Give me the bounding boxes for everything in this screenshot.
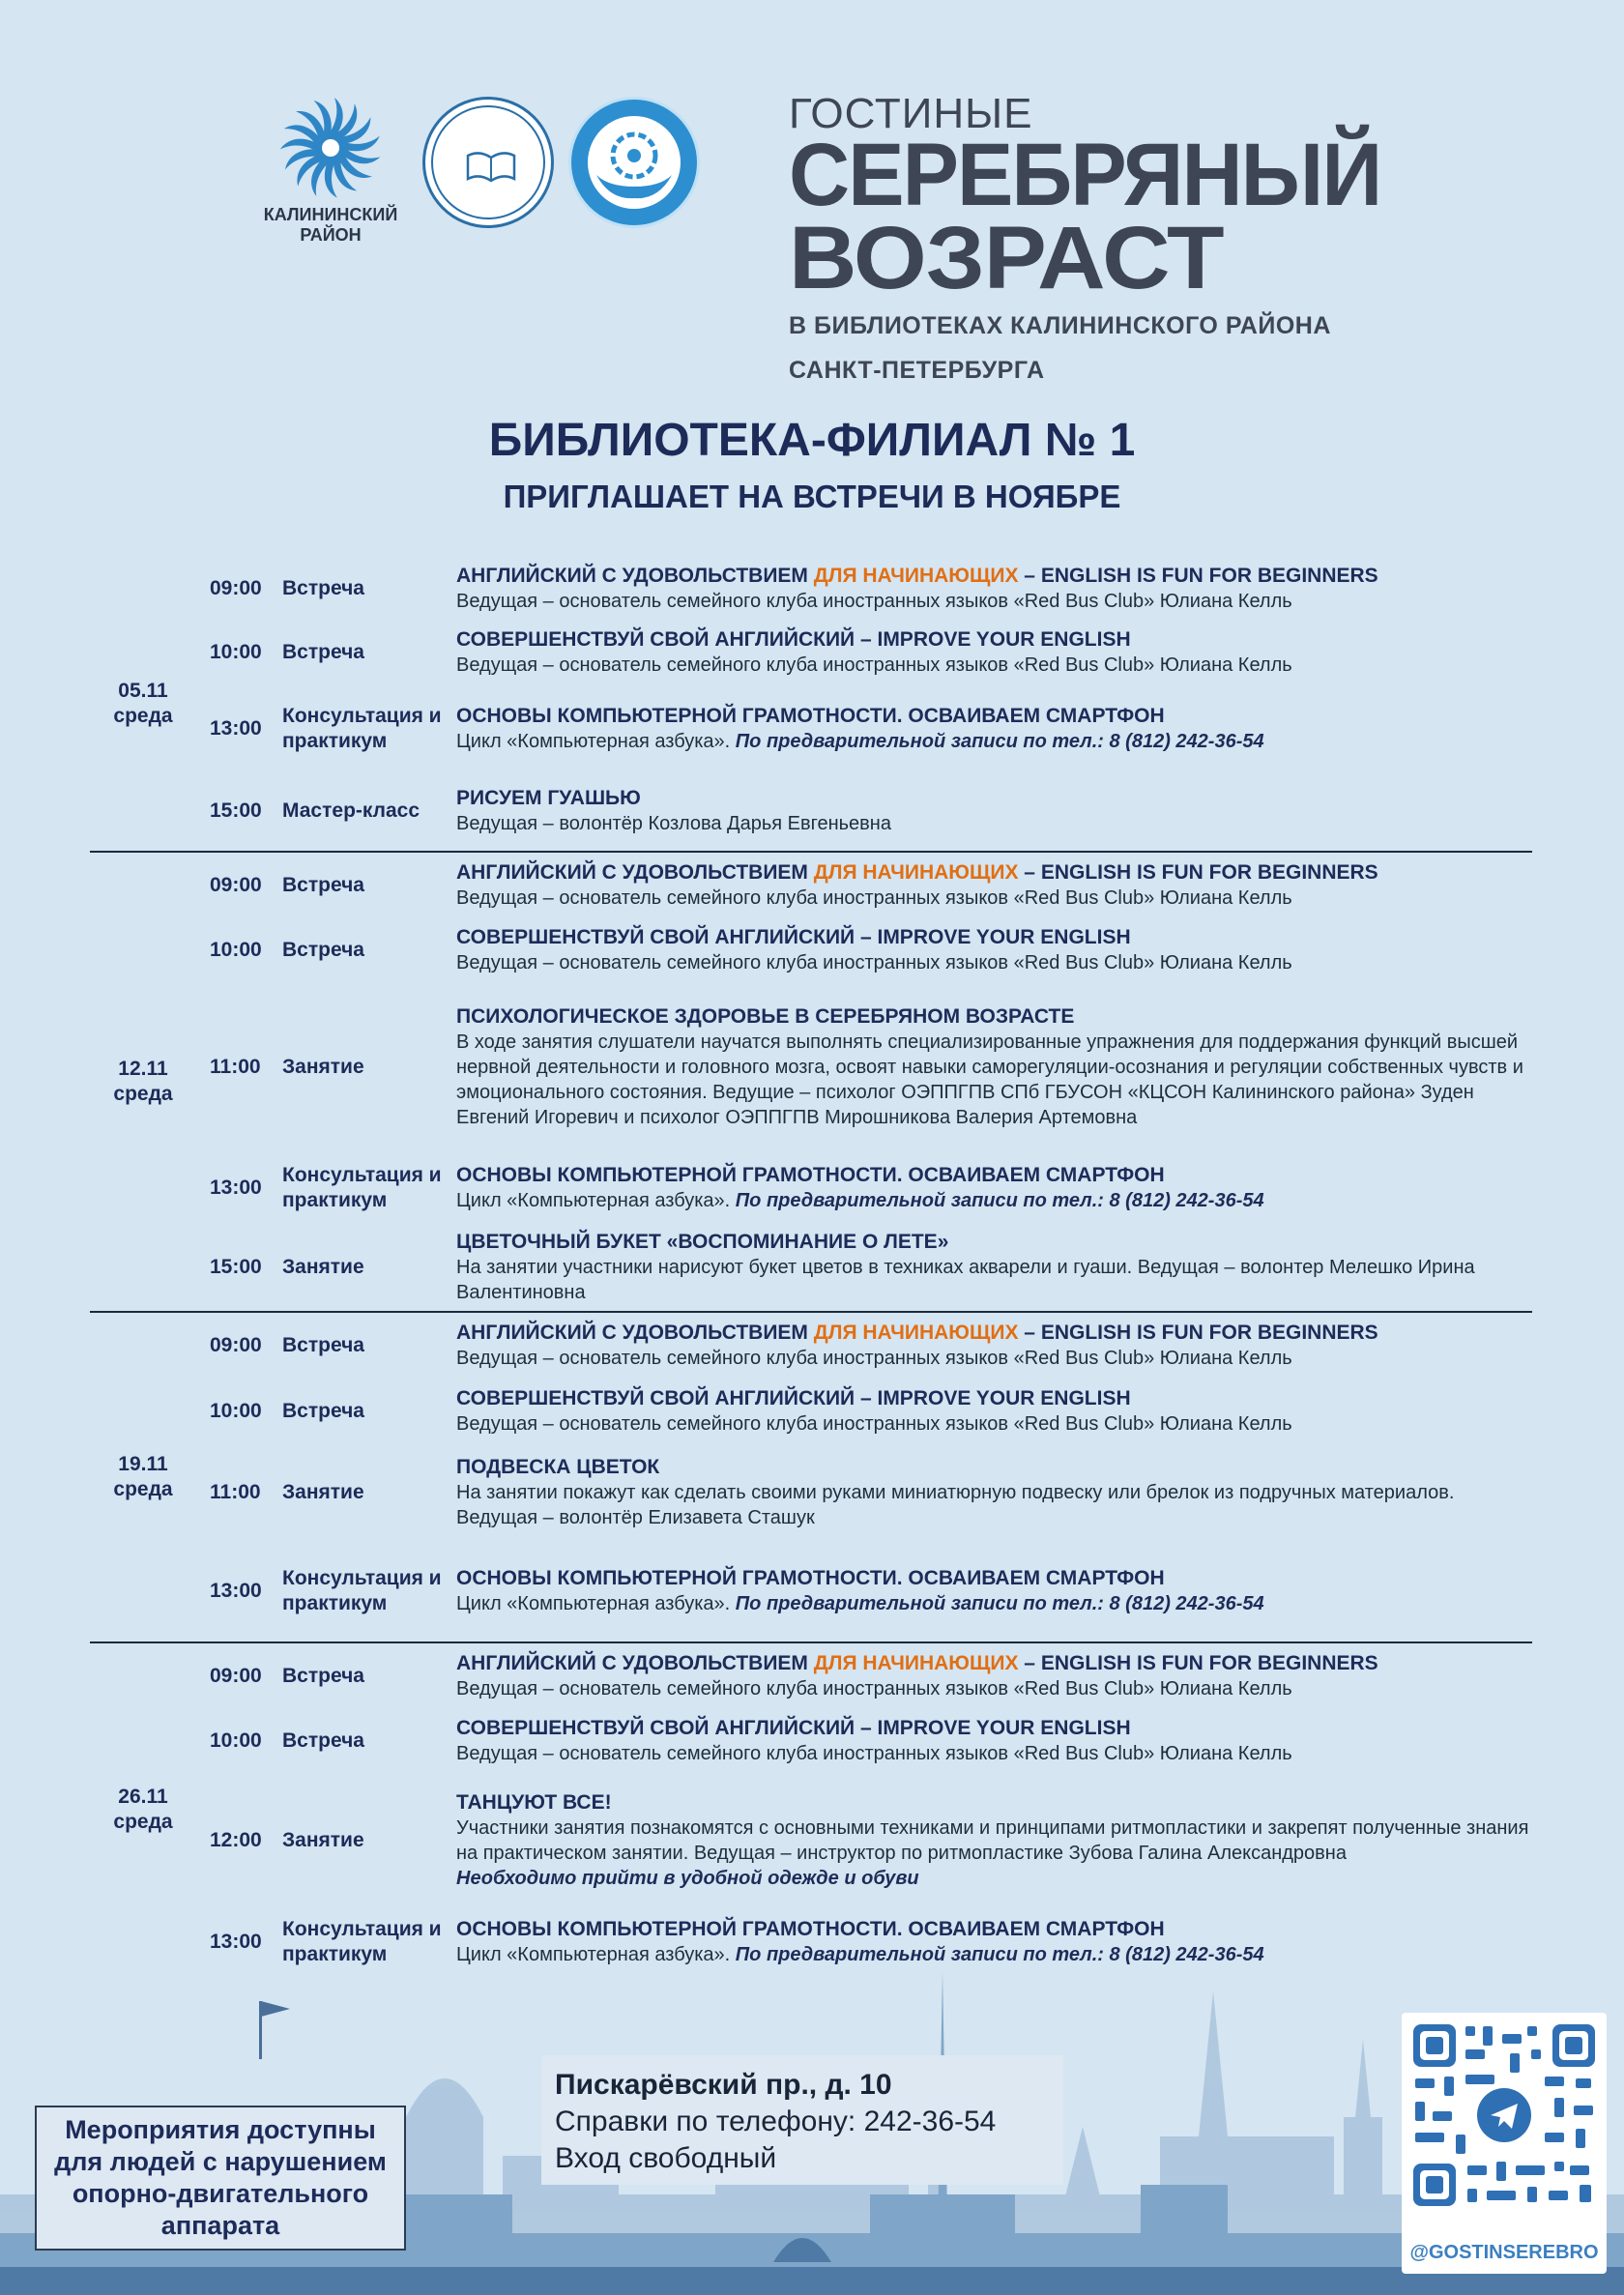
date-value: 19.11 <box>118 1453 168 1475</box>
event-text: Ведущая – основатель семейного клуба иностранных языков «Red Bus Club» Юлиана Келль <box>456 1678 1292 1699</box>
event-row <box>90 773 1532 849</box>
event-title: ОСНОВЫ КОМПЬЮТЕРНОЙ ГРАМОТНОСТИ. ОСВАИВАЕМ СМАРТФОН <box>456 1567 1165 1589</box>
event-text: Ведущая – основатель семейного клуба иностранных языков «Red Bus Club» Юлиана Келль <box>456 1348 1292 1369</box>
event-title: ОСНОВЫ КОМПЬЮТЕРНОЙ ГРАМОТНОСТИ. ОСВАИВАЕМ СМАРТФОН <box>456 1918 1165 1940</box>
event-description <box>456 1716 1532 1766</box>
event-kind: Встреча <box>282 1400 364 1422</box>
event-kind: Встреча <box>282 641 364 663</box>
event-description <box>456 786 1532 836</box>
event-time: 09:00 <box>210 1665 262 1687</box>
event-title: АНГЛИЙСКИЙ С УДОВОЛЬСТВИЕМ <box>456 861 814 884</box>
date-value: 12.11 <box>118 1058 168 1080</box>
open-book-icon <box>466 150 516 183</box>
event-note: Необходимо прийти в удобной одежде и обуви <box>456 1868 919 1889</box>
event-title: ОСНОВЫ КОМПЬЮТЕРНОЙ ГРАМОТНОСТИ. ОСВАИВАЕМ СМАРТФОН <box>456 705 1165 727</box>
event-kind: Занятие <box>282 1829 364 1851</box>
event-text: В ходе занятия слушатели научатся выполнять специализированные упражнения для поддержания функций высшей нервной деятельности и головного мозга, освоят навыки саморегуляции-осознания и регуляции собственных чувств и эмоционального состояния. Ведущие – психолог ОЭППГПВ СПб ГБУСОН «КЦСОН Калининского района» Зуден Евгений Игоревич и психолог ОЭППГПВ Мирошникова Валерия Артемовна <box>456 1031 1523 1128</box>
event-time: 10:00 <box>210 1400 262 1422</box>
event-time: 13:00 <box>210 1177 262 1199</box>
event-time: 12:00 <box>210 1829 262 1851</box>
event-title: АНГЛИЙСКИЙ С УДОВОЛЬСТВИЕМ <box>456 1652 814 1674</box>
event-time: 13:00 <box>210 717 262 740</box>
event-text: Ведущая – основатель семейного клуба иностранных языков «Red Bus Club» Юлиана Келль <box>456 887 1292 909</box>
event-text: Ведущая – основатель семейного клуба иностранных языков «Red Bus Club» Юлиана Келль <box>456 952 1292 973</box>
qr-code[interactable] <box>1402 2013 1607 2274</box>
day-block <box>90 1643 1532 1976</box>
event-row <box>90 1908 1532 1976</box>
event-title-highlight: ДЛЯ НАЧИНАЮЩИХ <box>813 861 1019 884</box>
brand-line-3: ВОЗРАСТ <box>789 209 1224 307</box>
event-time: 11:00 <box>210 1481 261 1503</box>
day-block <box>90 1313 1532 1643</box>
event-text: Ведущая – волонтёр Козлова Дарья Евгеньевна <box>456 813 891 834</box>
event-title: ТАНЦУЮТ ВСЕ! <box>456 1791 612 1814</box>
event-row <box>90 621 1532 684</box>
event-text: На занятии покажут как сделать своими руками миниатюрную подвеску или брелок из подручных материалов. Ведущая – волонтёр Елизавета Сташук <box>456 1482 1455 1528</box>
event-row <box>90 1379 1532 1444</box>
venue-info <box>541 2055 1063 2185</box>
event-time: 15:00 <box>210 1256 262 1278</box>
event-row <box>90 853 1532 918</box>
partner-logos <box>253 95 717 288</box>
day-date <box>90 557 196 851</box>
event-row <box>90 1444 1532 1541</box>
event-title: СОВЕРШЕНСТВУЙ СВОЙ АНГЛИЙСКИЙ – IMPROVE YOUR ENGLISH <box>456 1717 1131 1739</box>
event-note: По предварительной записи по тел.: 8 (812) 242-36-54 <box>735 1944 1264 1965</box>
event-kind: Мастер-класс <box>282 799 420 822</box>
event-kind: Встреча <box>282 939 364 961</box>
accessibility-text: Мероприятия доступны для людей с нарушением опорно-двигательного аппарата <box>54 2115 387 2240</box>
event-kind: Занятие <box>282 1056 364 1078</box>
weekday-value: среда <box>113 1083 173 1105</box>
page-title: БИБЛИОТЕКА-ФИЛИАЛ № 1 <box>488 415 1136 466</box>
event-text: Ведущая – основатель семейного клуба иностранных языков «Red Bus Club» Юлиана Келль <box>456 654 1292 676</box>
event-title-highlight: ДЛЯ НАЧИНАЮЩИХ <box>813 1322 1019 1344</box>
event-note: По предварительной записи по тел.: 8 (812) 242-36-54 <box>735 1190 1264 1211</box>
event-kind: Встреча <box>282 874 364 896</box>
venue-address: Пискарёвский пр., д. 10 <box>555 2069 892 2101</box>
brand-line-2: СЕРЕБРЯНЫЙ <box>789 126 1381 224</box>
day-block <box>90 557 1532 853</box>
event-time: 13:00 <box>210 1580 262 1602</box>
event-kind: Встреча <box>282 1729 364 1752</box>
weekday-value: среда <box>113 1811 173 1833</box>
event-description <box>456 1230 1532 1305</box>
event-kind: Консультация и практикум <box>282 705 442 752</box>
date-value: 05.11 <box>118 680 168 702</box>
event-time: 15:00 <box>210 799 262 822</box>
event-row <box>90 1773 1532 1908</box>
event-text: Участники занятия познакомятся с основными техниками и принципами ритмопластики и закрепят полученные знания на практическом занятии. Ведущая – инструктор по ритмопластике Зубова Галина Александровна <box>456 1817 1529 1864</box>
event-title-suffix: – ENGLISH IS FUN FOR BEGINNERS <box>1018 1652 1378 1674</box>
event-row <box>90 918 1532 982</box>
event-title: СОВЕРШЕНСТВУЙ СВОЙ АНГЛИЙСКИЙ – IMPROVE YOUR ENGLISH <box>456 1387 1131 1409</box>
event-title-suffix: – ENGLISH IS FUN FOR BEGINNERS <box>1018 861 1378 884</box>
event-text: Цикл «Компьютерная азбука». <box>456 1944 736 1965</box>
event-schedule <box>90 557 1532 1976</box>
event-time: 09:00 <box>210 1334 262 1356</box>
event-description <box>456 1790 1532 1891</box>
event-time: 09:00 <box>210 874 262 896</box>
event-note: По предварительной записи по тел.: 8 (812) 242-36-54 <box>735 731 1264 752</box>
weekday-value: среда <box>113 1478 173 1500</box>
qr-handle-text[interactable]: @GOSTINSEREBRO <box>1409 2242 1599 2263</box>
event-text: Цикл «Компьютерная азбука». <box>456 1190 736 1211</box>
event-title: ПОДВЕСКА ЦВЕТОК <box>456 1456 660 1478</box>
event-kind: Встреча <box>282 577 364 599</box>
event-title-suffix: – ENGLISH IS FUN FOR BEGINNERS <box>1018 565 1378 587</box>
event-note: По предварительной записи по тел.: 8 (812) 242-36-54 <box>735 1593 1264 1614</box>
event-time: 10:00 <box>210 939 262 961</box>
swirl-emblem-icon <box>277 95 384 201</box>
brand-line-4: В БИБЛИОТЕКАХ КАЛИНИНСКОГО РАЙОНА <box>789 312 1331 339</box>
silver-age-brand <box>789 90 1388 385</box>
event-description <box>456 860 1532 911</box>
event-kind: Консультация и практикум <box>282 1164 442 1211</box>
event-title: ОСНОВЫ КОМПЬЮТЕРНОЙ ГРАМОТНОСТИ. ОСВАИВАЕМ СМАРТФОН <box>456 1164 1165 1186</box>
event-text: Ведущая – основатель семейного клуба иностранных языков «Red Bus Club» Юлиана Келль <box>456 591 1292 612</box>
event-time: 09:00 <box>210 577 262 599</box>
accessibility-notice <box>35 2106 406 2251</box>
venue-phone: Справки по телефону: 242-36-54 <box>555 2106 997 2137</box>
event-kind: Занятие <box>282 1256 364 1278</box>
event-title: ПСИХОЛОГИЧЕСКОЕ ЗДОРОВЬЕ В СЕРЕБРЯНОМ ВОЗРАСТЕ <box>456 1005 1075 1028</box>
day-date <box>90 1313 196 1641</box>
event-description <box>456 1321 1532 1371</box>
event-title: СОВЕРШЕНСТВУЙ СВОЙ АНГЛИЙСКИЙ – IMPROVE YOUR ENGLISH <box>456 628 1131 651</box>
day-block <box>90 853 1532 1313</box>
event-kind: Встреча <box>282 1334 364 1356</box>
event-description <box>456 627 1532 678</box>
event-title: АНГЛИЙСКИЙ С УДОВОЛЬСТВИЕМ <box>456 565 814 587</box>
event-kind: Консультация и практикум <box>282 1567 442 1614</box>
event-kind: Занятие <box>282 1481 364 1503</box>
event-description <box>456 1917 1532 1967</box>
hands-flower-icon <box>571 100 697 225</box>
event-row <box>90 1313 1532 1379</box>
event-title-highlight: ДЛЯ НАЧИНАЮЩИХ <box>813 565 1019 587</box>
qr-code-image <box>1409 2020 1599 2210</box>
event-row <box>90 1709 1532 1773</box>
event-kind: Консультация и практикум <box>282 1918 442 1965</box>
event-title: ЦВЕТОЧНЫЙ БУКЕТ «ВОСПОМИНАНИЕ О ЛЕТЕ» <box>456 1231 949 1253</box>
event-row <box>90 1224 1532 1311</box>
weekday-value: среда <box>113 705 173 727</box>
event-row <box>90 1541 1532 1641</box>
page-subtitle: ПРИГЛАШАЕТ НА ВСТРЕЧИ В НОЯБРЕ <box>503 479 1121 514</box>
event-text: Ведущая – основатель семейного клуба иностранных языков «Red Bus Club» Юлиана Келль <box>456 1743 1292 1764</box>
event-time: 10:00 <box>210 641 262 663</box>
social-center-seal <box>568 97 700 228</box>
event-time: 10:00 <box>210 1729 262 1752</box>
event-description <box>456 1386 1532 1437</box>
event-description <box>456 1163 1532 1213</box>
event-text: Цикл «Компьютерная азбука». <box>456 731 736 752</box>
event-title-suffix: – ENGLISH IS FUN FOR BEGINNERS <box>1018 1322 1378 1344</box>
event-description <box>456 925 1532 975</box>
district-logo-line1: КАЛИНИНСКИЙ <box>263 205 398 224</box>
event-description <box>456 1004 1532 1130</box>
library-system-seal <box>422 97 554 228</box>
event-title: РИСУЕМ ГУАШЬЮ <box>456 787 641 809</box>
day-date <box>90 853 196 1311</box>
brand-line-1: ГОСТИНЫЕ <box>789 90 1033 137</box>
event-row <box>90 684 1532 773</box>
event-row <box>90 557 1532 621</box>
district-logo-caption <box>253 205 408 246</box>
venue-entry: Вход свободный <box>555 2142 777 2174</box>
event-text: Ведущая – основатель семейного клуба иностранных языков «Red Bus Club» Юлиана Келль <box>456 1413 1292 1435</box>
event-row <box>90 982 1532 1152</box>
event-description <box>456 1566 1532 1616</box>
event-row <box>90 1152 1532 1224</box>
event-row <box>90 1643 1532 1709</box>
day-date <box>90 1643 196 1976</box>
kalininsky-district-logo <box>253 95 408 246</box>
event-time: 13:00 <box>210 1931 262 1953</box>
district-logo-line2: РАЙОН <box>300 225 362 245</box>
event-title: АНГЛИЙСКИЙ С УДОВОЛЬСТВИЕМ <box>456 1322 814 1344</box>
event-description <box>456 1455 1532 1530</box>
brand-line-5: САНКТ-ПЕТЕРБУРГА <box>789 357 1045 384</box>
event-time: 11:00 <box>210 1056 261 1078</box>
event-description <box>456 1651 1532 1701</box>
date-value: 26.11 <box>118 1786 168 1808</box>
event-description <box>456 704 1532 754</box>
event-text: Цикл «Компьютерная азбука». <box>456 1593 736 1614</box>
event-description <box>456 564 1532 614</box>
event-text: На занятии участники нарисуют букет цветов в техниках акварели и гуаши. Ведущая – волонтер Мелешко Ирина Валентиновна <box>456 1257 1475 1303</box>
event-kind: Встреча <box>282 1665 364 1687</box>
event-title-highlight: ДЛЯ НАЧИНАЮЩИХ <box>813 1652 1019 1674</box>
event-title: СОВЕРШЕНСТВУЙ СВОЙ АНГЛИЙСКИЙ – IMPROVE YOUR ENGLISH <box>456 926 1131 948</box>
